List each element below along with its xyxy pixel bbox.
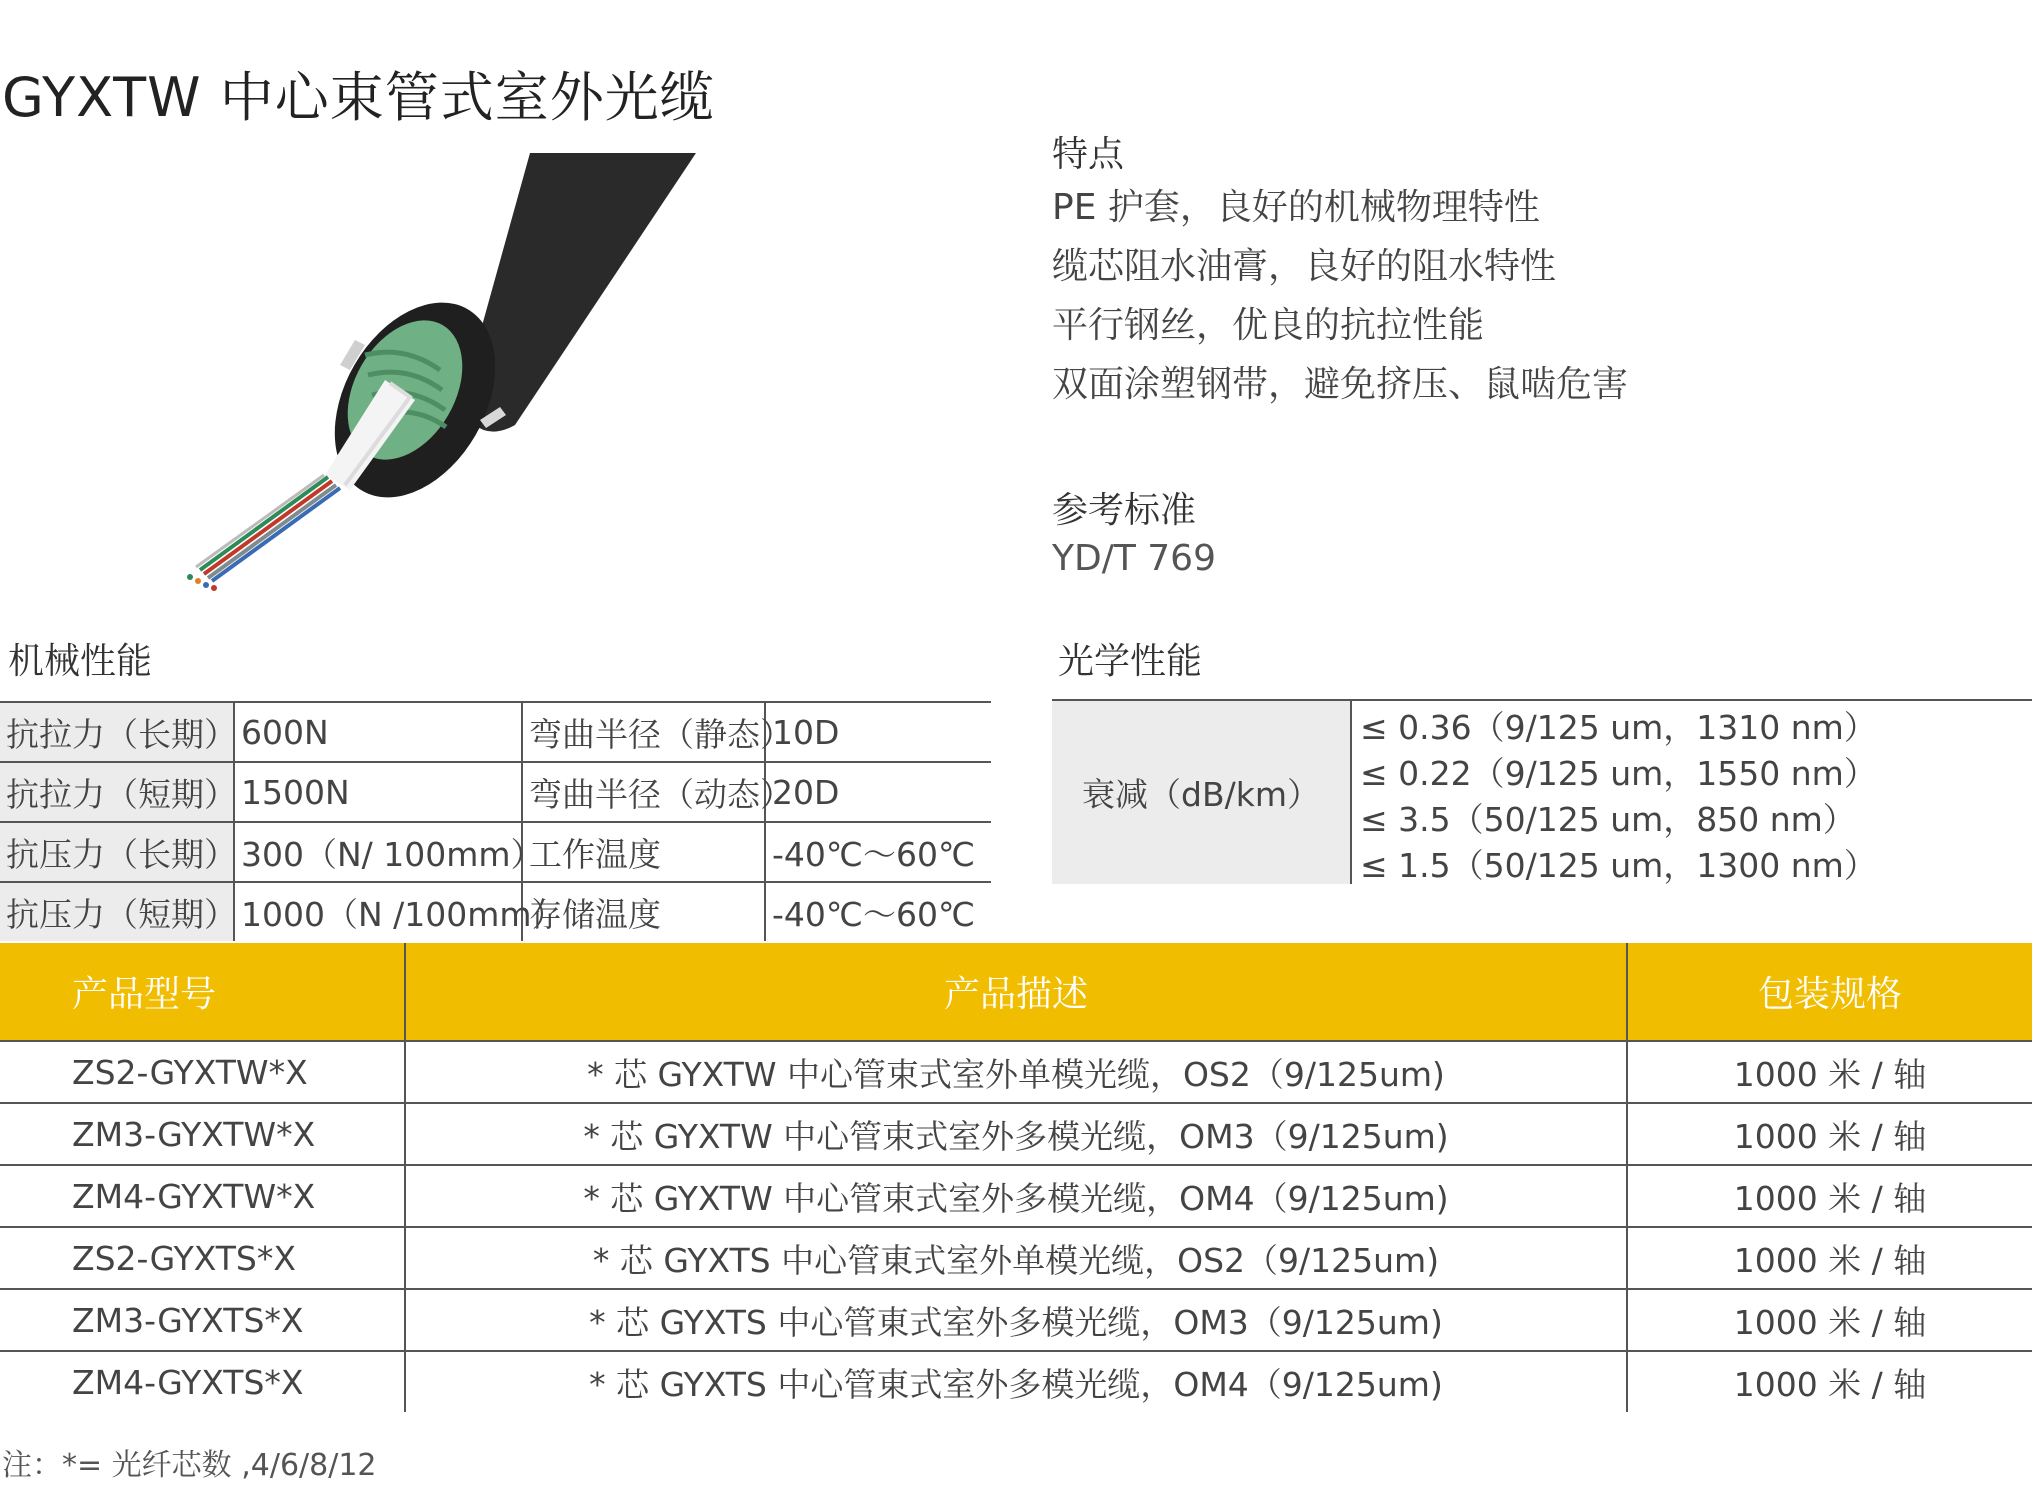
table-row [0, 1289, 2032, 1351]
mech-value: 20D [765, 762, 991, 822]
table-row [0, 1041, 2032, 1103]
features-list [1052, 178, 1628, 414]
table-header-row [0, 943, 2032, 1041]
attenuation-values [1360, 705, 1877, 889]
product-description: * 芯 GYXTS 中心管東式室外多模光缆，OM3（9/125um) [405, 1289, 1627, 1351]
product-description: * 芯 GYXTW 中心管束式室外单模光缆，OS2（9/125um) [405, 1041, 1627, 1103]
mech-value: 1000（N /100mm） [234, 882, 522, 941]
reference-value: YD/T 769 [1052, 538, 1216, 579]
product-model: ZM3-GYXTS*X [0, 1289, 405, 1351]
optical-heading: 光学性能 [1058, 641, 1203, 682]
attenuation-value: ≤ 0.22（9/125 um，1550 nm） [1360, 754, 1877, 793]
mech-value: 1500N [234, 762, 522, 822]
mech-value: 10D [765, 702, 991, 762]
product-model: ZM4-GYXTS*X [72, 1362, 304, 1402]
table-row [0, 822, 991, 882]
product-packaging: 1000 米 / 轴 [1627, 1351, 2032, 1412]
optical-fibers [187, 475, 340, 591]
attenuation-value: ≤ 0.36（9/125 um，1310 nm） [1360, 708, 1877, 747]
product-packaging: 1000 米 / 轴 [1627, 1289, 2032, 1351]
mech-label: 存储温度 [522, 882, 765, 941]
mech-label: 弯曲半径（静态） [522, 702, 765, 762]
table-row [0, 702, 991, 762]
reference-heading: 参考标准 [1052, 490, 1197, 531]
product-description: * 芯 GYXTW 中心管束式室外多模光缆，OM4（9/125um) [405, 1165, 1627, 1227]
mech-label: 抗拉力（长期） [0, 702, 234, 762]
mech-label: 弯曲半径（动态） [522, 762, 765, 822]
table-row [0, 1227, 2032, 1289]
optical-table [1052, 699, 2032, 886]
product-table [0, 943, 2032, 1412]
mech-label: 抗压力（短期） [0, 882, 234, 941]
features-heading: 特点 [1052, 134, 1125, 175]
attenuation-label: 衰减（dB/km） [1052, 701, 1352, 884]
header-model: 产品型号 [0, 943, 405, 1041]
page-title: GYXTW 中心束管式室外光缆 [2, 66, 715, 129]
feature-item: 平行钢丝，优良的抗拉性能 [1052, 305, 1485, 346]
product-description: * 芯 GYXTW 中心管束式室外多模光缆，OM3（9/125um) [405, 1103, 1627, 1165]
product-model: ZM4-GYXTW*X [0, 1165, 405, 1227]
attenuation-value: ≤ 3.5（50/125 um，850 nm） [1360, 800, 1856, 839]
cable-illustration [160, 145, 720, 605]
product-model: ZS2-GYXTW*X [0, 1041, 405, 1103]
product-packaging: 1000 米 / 轴 [1627, 1103, 2032, 1165]
table-row [0, 1351, 2032, 1412]
table-row [0, 1165, 2032, 1227]
product-packaging: 1000 米 / 轴 [1627, 1165, 2032, 1227]
product-model: ZM3-GYXTW*X [0, 1103, 405, 1165]
mechanical-heading: 机械性能 [8, 641, 153, 682]
product-packaging: 1000 米 / 轴 [1627, 1041, 2032, 1103]
mech-value: 300（N/ 100mm） [234, 822, 522, 882]
table-row [0, 1103, 2032, 1165]
feature-item: 双面涂塑钢带，避免挤压、鼠啮危害 [1052, 364, 1629, 405]
footnote: 注：*= 光纤芯数 ,4/6/8/12 [2, 1448, 377, 1483]
header-packaging: 包装规格 [1627, 943, 2032, 1041]
mech-value: -40℃～60℃ [765, 882, 991, 941]
mech-label: 工作温度 [522, 822, 765, 882]
header-description: 产品描述 [405, 943, 1627, 1041]
feature-item: PE 护套，良好的机械物理特性 [1052, 187, 1540, 228]
table-row [0, 762, 991, 822]
product-description: * 芯 GYXTS 中心管東式室外单模光缆，OS2（9/125um) [405, 1227, 1627, 1289]
attenuation-value: ≤ 1.5（50/125 um，1300 nm） [1360, 846, 1877, 885]
table-row [0, 882, 991, 941]
mech-value: 600N [234, 702, 522, 762]
product-packaging: 1000 米 / 轴 [1627, 1227, 2032, 1289]
mechanical-table [0, 701, 991, 941]
mech-value: -40℃～60℃ [765, 822, 991, 882]
mech-label: 抗拉力（短期） [0, 762, 234, 822]
product-description: * 芯 GYXTS 中心管東式室外多模光缆，OM4（9/125um) [405, 1351, 1627, 1412]
product-model: ZS2-GYXTS*X [0, 1227, 405, 1289]
feature-item: 缆芯阻水油膏，良好的阻水特性 [1052, 246, 1557, 287]
mech-label: 抗压力（长期） [0, 822, 234, 882]
